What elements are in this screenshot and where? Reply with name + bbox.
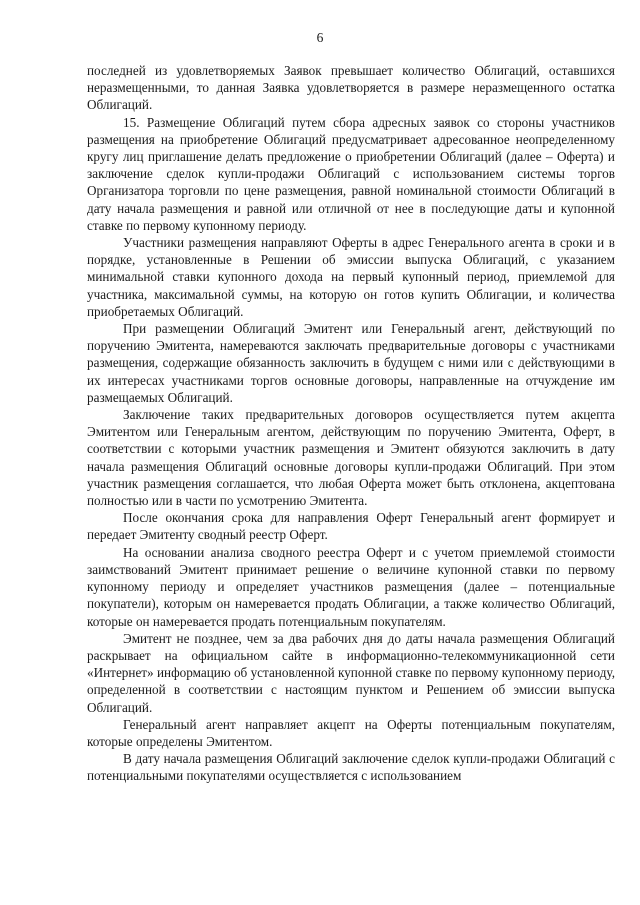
paragraph-9: Генеральный агент направляет акцепт на Оферты потенциальным покупателям, которые определены Эмитентом. xyxy=(87,716,615,749)
paragraph-4: При размещении Облигаций Эмитент или Генеральный агент, действующий по поручению Эмитента, намереваются заключать предварительные договоры с участниками размещения, содержащие обязанность заключить в будущем с ними или с действующими в их интересах участниками торгов основные договоры, направленные на отчуждение им размещаемых Облигаций. xyxy=(87,321,615,405)
paragraph-3: Участники размещения направляют Оферты в адрес Генерального агента в сроки и в порядке, установленные в Решении об эмиссии выпуска Облигаций, с указанием минимальной ставки купонного дохода на первый купонный период, приемлемой для участника, максимальной суммы, на которую он готов купить Облигации, и количества приобретаемых Облигаций. xyxy=(87,235,615,319)
paragraph-5: Заключение таких предварительных договоров осуществляется путем акцепта Эмитентом или Генеральным агентом, действующим по поручению Эмитента, Оферт, в соответствии с которыми участник размещения и Эмитент обязуются заключить в дату начала размещения Облигаций основные договоры купли-продажи Облигаций. При этом участник размещения соглашается, что любая Оферта может быть отклонена, акцептована полностью или в части по усмотрению Эмитента. xyxy=(87,407,615,509)
paragraph-7: На основании анализа сводного реестра Оферт и с учетом приемлемой стоимости заимствований Эмитент принимает решение о величине купонной ставки по первому купонному периоду и определяет участников размещения (далее – потенциальные покупатели), которым он намеревается продать Облигации, а также количество Облигаций, которые он намеревается продать потенциальным покупателям. xyxy=(87,544,615,629)
page-number: 6 xyxy=(316,30,324,45)
paragraph-6: После окончания срока для направления Оферт Генеральный агент формирует и передает Эмитенту сводный реестр Оферт. xyxy=(87,510,615,543)
paragraph-1: последней из удовлетворяемых Заявок превышает количество Облигаций, оставшихся неразмещенными, то данная Заявка удовлетворяется в размере неразмещенного остатка Облигаций. xyxy=(87,63,615,113)
paragraph-10: В дату начала размещения Облигаций заключение сделок купли-продажи Облигаций с потенциальными покупателями осуществляется с использованием xyxy=(87,751,615,784)
paragraph-2: 15. Размещение Облигаций путем сбора адресных заявок со стороны участников размещения на приобретение Облигаций предусматривает адресованное неопределенному кругу лиц приглашение делать предложение о приобретении Облигаций (далее – Оферта) и заключение сделок купли-продажи Облигаций с использованием системы торгов Организатора торговли по цене размещения, равной номинальной стоимости Облигаций в дату начала размещения и равной или отличной от нее в последующие даты и купонной ставке по первому купонному периоду. xyxy=(87,114,615,233)
paragraph-8: Эмитент не позднее, чем за два рабочих дня до даты начала размещения Облигаций раскрывает на официальном сайте в информационно-телекоммуникационной сети «Интернет» информацию об установленной купонной ставке по первому купонному периоду, определенной в соответствии с настоящим пунктом и Решением об эмиссии выпуска Облигаций. xyxy=(87,630,615,715)
body-text xyxy=(87,62,615,785)
